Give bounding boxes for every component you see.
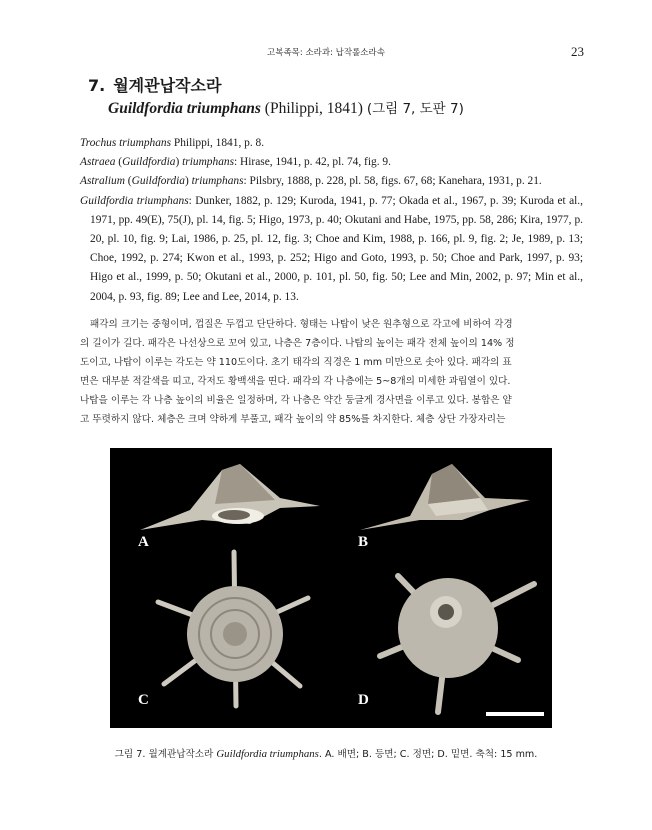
figure-caption [0,746,652,760]
synonym-taxon: Guildfordia triumphans [80,194,189,207]
synonym-species: triumphans [191,175,244,188]
synonym-citation: : Pilsbry, 1888, p. 228, pl. 58, figs. 67, 68; Kanehara, 1931, p. 21. [243,175,542,188]
synonym-paren: ) [184,175,192,188]
synonym-taxon: Trochus triumphans [80,137,172,149]
synonym-genus: Astraea [80,156,116,169]
synonym-genus: Astralium [80,175,125,188]
species-number: 7. [88,76,106,95]
synonym-paren: ( [124,175,132,188]
scientific-name: Guildfordia triumphans [108,100,261,117]
authority: (Philippi, 1841) [264,100,363,117]
caption-suffix: . A. 배면; B. 등면; C. 정면; D. 밑면. 축척: 15 mm. [318,749,538,760]
shell-photo-c [150,546,320,716]
synonym-citation: : Dunker, 1882, p. 129; Kuroda, 1941, p. 77; Okada et al., 1967, p. 39; Kuroda et al., 1971, pp. 49(E), 75(J), pl. 14, fig. 5; Higo, 1973, p. 40; Okutani and Habe, 1975, pp. 58, 286; Kira, 1977, p. 20, pl. 10, fig. 9; Lai, 1986, p. 25, pl. 12, fig. 3; Choe and Kim, 1988, p. 166, pl. 9, fig. 2; Je, 1989, p. 13; Choe, 1992, p. 274; Kwon et al., 1993, p. 252; Higo and Goto, 1993, p. 50; Choe and Park, 1997, p. 93; Higo et al., 1999, p. 50; Okutani et al., 2000, p. 101, pl. 50, fig. 50; Lee and Min, 2002, p. 97; Min et al., 2004, p. 93, fig. 89; Lee and Lee, 2014, p. 13. [90,194,583,303]
panel-label-b: B [358,534,369,550]
shell-photo-d [368,556,544,716]
synonymy-entry [80,192,583,307]
heading-line-scientific [108,99,588,119]
synonymy-entry [80,153,583,172]
shell-photo-b [340,458,540,538]
description-line: 도이고, 나탑이 이루는 각도는 약 110도이다. 초기 태각의 직경은 1 mm 미만으로 솟아 있다. 패각의 표 [80,357,512,368]
caption-species: Guildfordia triumphans [216,748,319,760]
synonym-subgenus: Guildfordia [122,156,176,169]
description-line: 의 길이가 길다. 패각은 나선상으로 꼬여 있고, 나층은 7층이다. 나탑의 높이는 패각 전체 높이의 14% 정 [80,338,515,349]
synonymy-list [80,134,583,307]
figure-reference: (그림 7, 도판 7) [366,101,464,117]
panel-label-a: A [138,534,149,550]
scale-bar [486,712,544,716]
panel-label-d: D [358,692,369,708]
synonym-citation: : Hirase, 1941, p. 42, pl. 74, fig. 9. [234,156,391,169]
description-paragraph [80,315,583,429]
shell-photo-a [130,458,330,538]
page-number: 23 [571,44,584,59]
synonym-paren: ( [115,156,123,169]
korean-name: 월계관납작소라 [113,76,222,95]
description-line: 면은 대부분 적갈색을 띠고, 각저도 황백색을 띤다. 패각의 각 나층에는 5~8개의 미세한 과립열이 있다. [80,376,511,387]
running-head-title: 고복족목: 소라과: 납작롤소라속 [267,48,385,58]
description-line: 고 뚜렷하지 않다. 체층은 크며 약하게 부풀고, 패각 높이의 약 85%를 차지한다. 체층 상단 가장자리는 [80,414,506,425]
synonymy-entry [80,134,583,153]
running-head [0,44,652,60]
description-line: 나탑을 이루는 각 나층 높이의 비율은 일정하며, 각 나층은 약간 둥글게 경사면을 이루고 있다. 봉합은 얕 [80,395,512,406]
synonym-species: triumphans [182,156,235,169]
synonym-paren: ) [175,156,183,169]
caption-prefix: 그림 7. 월계관납작소라 [114,749,217,760]
synonym-citation: Philippi, 1841, p. 8. [171,137,265,149]
heading-line-korean [88,76,588,96]
synonym-subgenus: Guildfordia [131,175,185,188]
species-heading [88,76,588,119]
description-line: 패각의 크기는 중형이며, 껍질은 두껍고 단단하다. 형태는 나탑이 낮은 원추형으로 각고에 비하여 각경 [90,319,513,330]
synonymy-entry [80,172,583,191]
figure-plate [110,448,552,728]
panel-label-c: C [138,692,149,708]
